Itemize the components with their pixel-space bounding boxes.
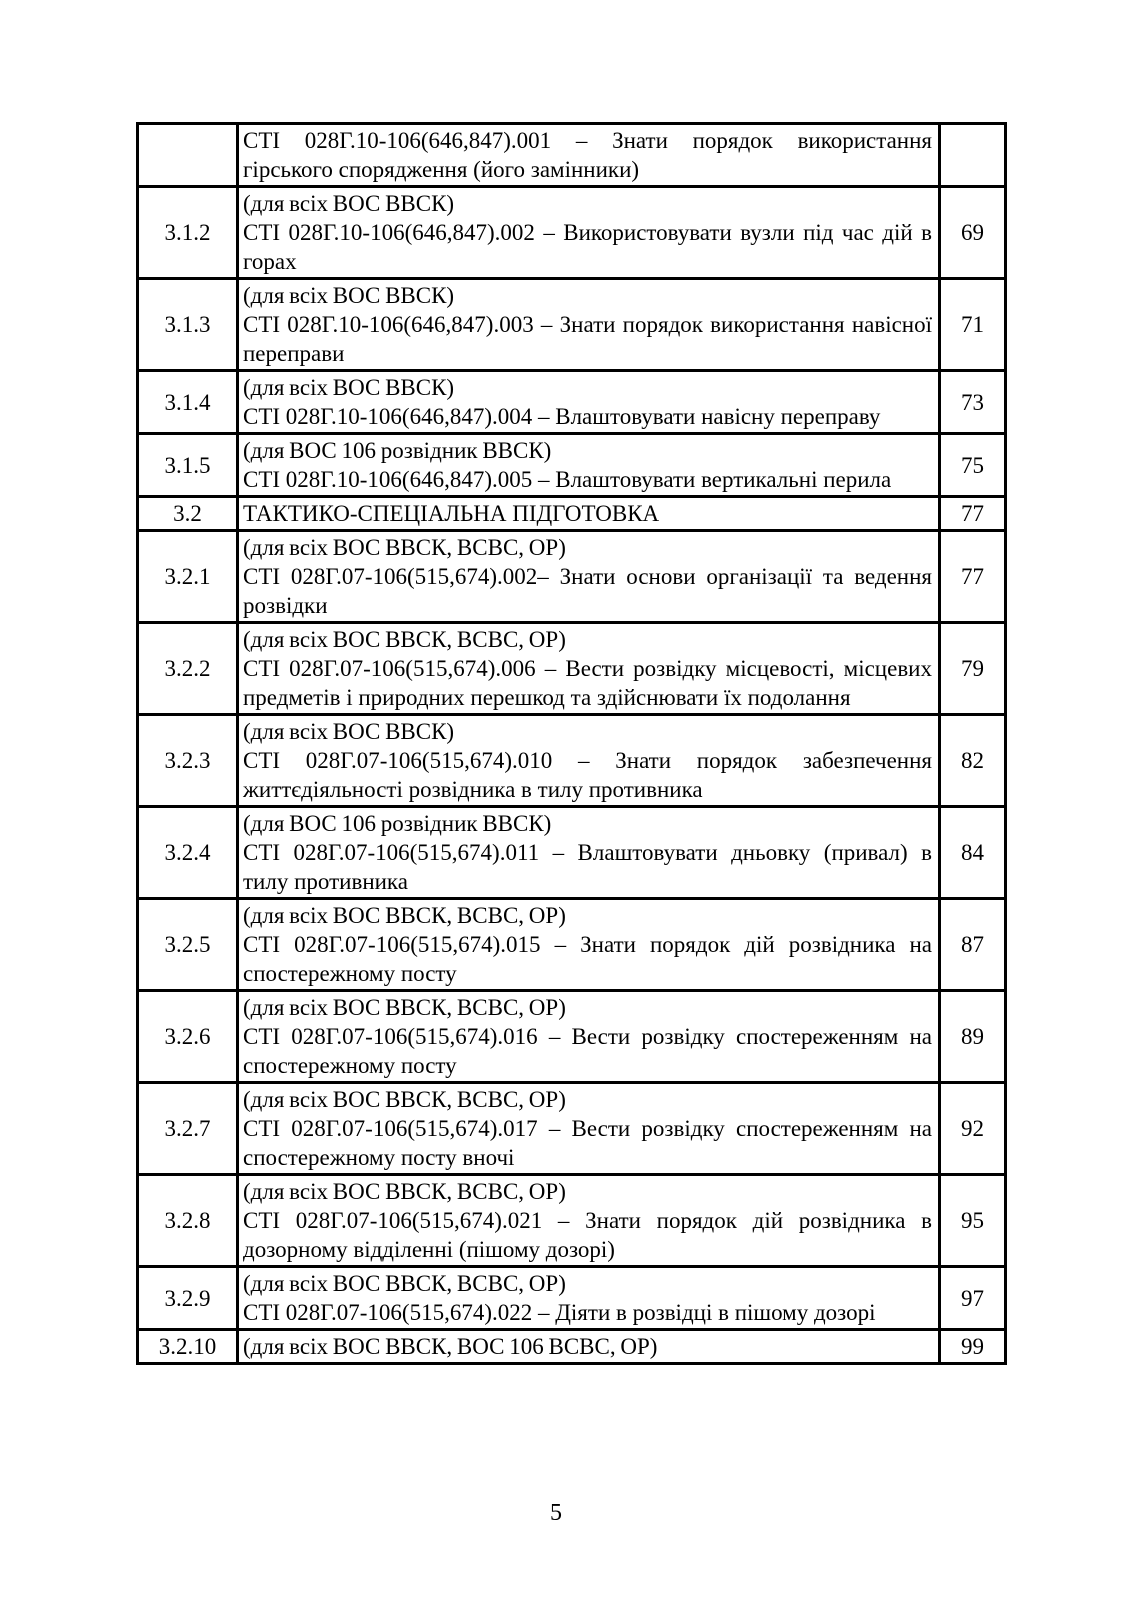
row-page-number-cell [940, 124, 1006, 187]
row-task-text: СТІ 028Г.10-106(646,847).001 – Знати порядок використання гірського спорядження (його замінники) [243, 128, 932, 182]
row-scope-text: (для всіх ВОС ВВСК, ВСВС, ОР) [243, 1179, 566, 1204]
row-description-cell [238, 1330, 940, 1364]
row-scope-text: (для ВОС 106 розвідник ВВСК) [243, 438, 552, 463]
row-scope-text: (для всіх ВОС ВВСК, ВСВС, ОР) [243, 1271, 566, 1296]
row-number-cell: 3.1.3 [138, 279, 238, 371]
row-page-number-cell: 75 [940, 434, 1006, 497]
row-description-cell [238, 371, 940, 434]
row-description-cell [238, 279, 940, 371]
row-scope-text: (для всіх ВОС ВВСК) [243, 375, 455, 400]
row-scope-text: (для всіх ВОС ВВСК) [243, 719, 455, 744]
row-description-cell [238, 899, 940, 991]
row-page-number-cell: 77 [940, 531, 1006, 623]
content-table [136, 122, 1007, 1365]
row-description-cell [238, 807, 940, 899]
row-task-text: СТІ 028Г.10-106(646,847).002 – Використовувати вузли під час дій в горах [243, 220, 932, 274]
row-description-cell [238, 124, 940, 187]
row-task-text: СТІ 028Г.07-106(515,674).002– Знати основи організації та ведення розвідки [243, 564, 932, 618]
row-number-cell: 3.2.8 [138, 1175, 238, 1267]
row-page-number-cell: 99 [940, 1330, 1006, 1364]
row-page-number-cell: 69 [940, 187, 1006, 279]
row-scope-text: (для всіх ВОС ВВСК) [243, 191, 455, 216]
row-page-number-cell: 84 [940, 807, 1006, 899]
row-scope-text: (для всіх ВОС ВВСК, ВСВС, ОР) [243, 995, 566, 1020]
table-row [138, 187, 1006, 279]
row-description-cell [238, 1083, 940, 1175]
table-row [138, 531, 1006, 623]
row-page-number-cell: 87 [940, 899, 1006, 991]
row-scope-text: (для всіх ВОС ВВСК, ВСВС, ОР) [243, 535, 566, 560]
row-number-cell: 3.1.5 [138, 434, 238, 497]
table-row [138, 1175, 1006, 1267]
table-row [138, 807, 1006, 899]
row-task-text: СТІ 028Г.07-106(515,674).021 – Знати порядок дій розвідника в дозорному відділенні (пішому дозорі) [243, 1208, 932, 1262]
row-number-cell: 3.2.2 [138, 623, 238, 715]
row-page-number-cell: 82 [940, 715, 1006, 807]
row-description-cell [238, 1175, 940, 1267]
row-description-cell [238, 991, 940, 1083]
row-number-cell: 3.2.3 [138, 715, 238, 807]
page-footer [0, 1498, 1112, 1528]
row-page-number-cell: 71 [940, 279, 1006, 371]
row-number-cell: 3.1.4 [138, 371, 238, 434]
row-description-cell [238, 187, 940, 279]
row-task-text: СТІ 028Г.10-106(646,847).004 – Влаштовувати навісну переправу [243, 404, 881, 429]
row-description-cell [238, 434, 940, 497]
row-description-cell [238, 623, 940, 715]
row-task-text: СТІ 028Г.07-106(515,674).015 – Знати порядок дій розвідника на спостережному посту [243, 932, 932, 986]
row-task-text: ТАКТИКО-СПЕЦІАЛЬНА ПІДГОТОВКА [243, 501, 660, 526]
row-page-number-cell: 92 [940, 1083, 1006, 1175]
row-task-text: СТІ 028Г.07-106(515,674).017 – Вести розвідку спостереженням на спостережному посту вночі [243, 1116, 932, 1170]
row-task-text: СТІ 028Г.07-106(515,674).011 – Влаштовувати дньовку (привал) в тилу противника [243, 840, 932, 894]
row-task-text: СТІ 028Г.07-106(515,674).006 – Вести розвідку місцевості, місцевих предметів і природних перешкод та здійснювати їх подолання [243, 656, 932, 710]
row-scope-text: (для всіх ВОС ВВСК, ВОС 106 ВСВС, ОР) [243, 1334, 658, 1359]
table-row [138, 1083, 1006, 1175]
row-number-cell: 3.2.1 [138, 531, 238, 623]
row-number-cell: 3.2.6 [138, 991, 238, 1083]
table-row [138, 1330, 1006, 1364]
row-page-number-cell: 73 [940, 371, 1006, 434]
row-number-cell [138, 124, 238, 187]
row-number-cell: 3.2.10 [138, 1330, 238, 1364]
table-row [138, 623, 1006, 715]
table-row [138, 497, 1006, 531]
row-number-cell: 3.2.9 [138, 1267, 238, 1330]
table-row [138, 991, 1006, 1083]
row-page-number-cell: 79 [940, 623, 1006, 715]
footer-page-number: 5 [550, 1500, 562, 1526]
row-description-cell [238, 531, 940, 623]
row-scope-text: (для всіх ВОС ВВСК, ВСВС, ОР) [243, 627, 566, 652]
row-description-cell [238, 715, 940, 807]
table-row [138, 1267, 1006, 1330]
row-page-number-cell: 97 [940, 1267, 1006, 1330]
row-task-text: СТІ 028Г.07-106(515,674).010 – Знати порядок забезпечення життєдіяльності розвідника в тилу противника [243, 748, 932, 802]
table-row [138, 371, 1006, 434]
row-page-number-cell: 95 [940, 1175, 1006, 1267]
row-scope-text: (для всіх ВОС ВВСК) [243, 283, 455, 308]
row-number-cell: 3.2 [138, 497, 238, 531]
row-number-cell: 3.2.7 [138, 1083, 238, 1175]
table-row [138, 124, 1006, 187]
row-scope-text: (для всіх ВОС ВВСК, ВСВС, ОР) [243, 1087, 566, 1112]
toc-table-body [138, 124, 1006, 1364]
row-scope-text: (для ВОС 106 розвідник ВВСК) [243, 811, 552, 836]
row-page-number-cell: 77 [940, 497, 1006, 531]
table-row [138, 279, 1006, 371]
table-row [138, 899, 1006, 991]
row-task-text: СТІ 028Г.07-106(515,674).016 – Вести розвідку спостереженням на спостережному посту [243, 1024, 932, 1078]
row-task-text: СТІ 028Г.10-106(646,847).003 – Знати порядок використання навісної переправи [243, 312, 932, 366]
row-number-cell: 3.2.5 [138, 899, 238, 991]
row-task-text: СТІ 028Г.10-106(646,847).005 – Влаштовувати вертикальні перила [243, 467, 892, 492]
row-description-cell [238, 497, 940, 531]
table-row [138, 715, 1006, 807]
row-task-text: СТІ 028Г.07-106(515,674).022 – Діяти в розвідці в пішому дозорі [243, 1300, 876, 1325]
row-scope-text: (для всіх ВОС ВВСК, ВСВС, ОР) [243, 903, 566, 928]
row-number-cell: 3.2.4 [138, 807, 238, 899]
table-row [138, 434, 1006, 497]
row-number-cell: 3.1.2 [138, 187, 238, 279]
row-description-cell [238, 1267, 940, 1330]
row-page-number-cell: 89 [940, 991, 1006, 1083]
